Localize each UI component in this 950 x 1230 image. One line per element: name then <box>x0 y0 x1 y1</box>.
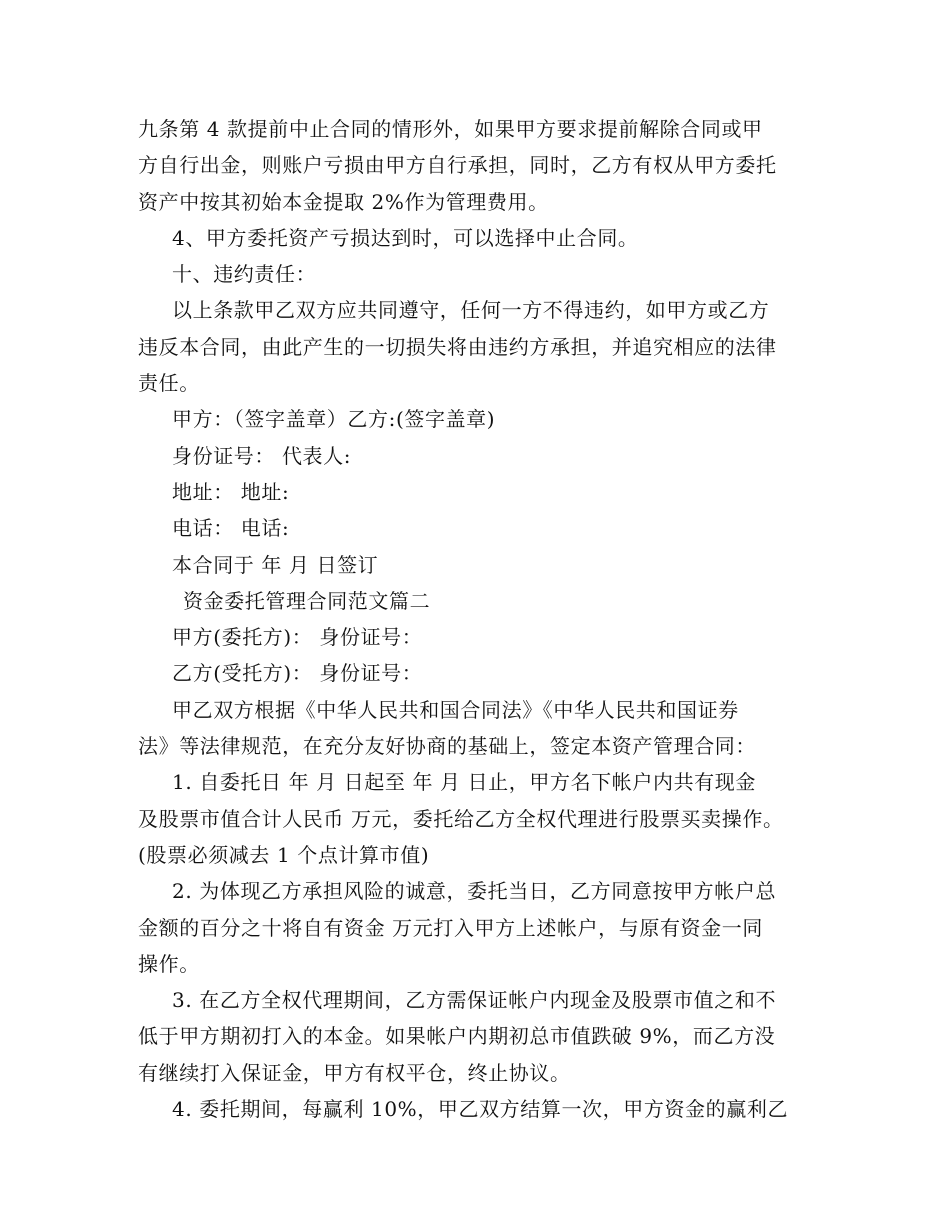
text-line: 甲乙双方根据《中华人民共和国合同法》《中华人民共和国证券 <box>172 697 739 722</box>
text-line: 九条第 4 款提前中止合同的情形外，如果甲方要求提前解除合同或甲 <box>138 117 763 141</box>
clause-4: 4. 委托期间，每赢利 10%，甲乙双方结算一次，甲方资金的赢利乙 <box>172 1097 789 1122</box>
text-line: 低于甲方期初打入的本金。如果帐户内期初总市值跌破 9%，而乙方没 <box>138 1024 776 1049</box>
party-a-line: 甲方(委托方)： 身份证号： <box>172 625 423 650</box>
text-line: 责任。 <box>138 371 200 396</box>
text-line: 资产中按其初始本金提取 2%作为管理费用。 <box>138 189 549 214</box>
date-line: 本合同于 年 月 日签订 <box>172 552 379 577</box>
text-line: 方自行出金，则账户亏损由甲方自行承担，同时，乙方有权从甲方委托 <box>138 153 777 178</box>
address-line: 地址： 地址: <box>172 479 290 504</box>
clause-3: 3. 在乙方全权代理期间，乙方需保证帐户内现金及股票市值之和不 <box>172 988 777 1013</box>
contract-text <box>138 111 828 1127</box>
clause-1: 1. 自委托日 年 月 日起至 年 月 日止，甲方名下帐户内共有现金 <box>172 770 756 795</box>
text-line: 及股票市值合计人民币 万元，委托给乙方全权代理进行股票买卖操作。 <box>138 806 784 831</box>
signature-line: 甲方：（签字盖章）乙方:(签字盖章) <box>172 407 496 432</box>
phone-line: 电话： 电话: <box>172 516 290 541</box>
document-subtitle: 资金委托管理合同范文篇二 <box>183 588 431 613</box>
text-line: 以上条款甲乙双方应共同遵守，任何一方不得违约，如甲方或乙方 <box>172 298 770 323</box>
text-line: 4、甲方委托资产亏损达到时，可以选择中止合同。 <box>172 225 639 250</box>
section-heading: 十、违约责任： <box>172 262 317 287</box>
clause-2: 2. 为体现乙方承担风险的诚意，委托当日，乙方同意按甲方帐户总 <box>172 879 777 904</box>
text-line: (股票必须减去 1 个点计算市值) <box>138 842 430 867</box>
text-line: 违反本合同，由此产生的一切损失将由违约方承担，并追究相应的法律 <box>138 334 777 359</box>
text-line: 操作。 <box>138 951 200 976</box>
text-line: 有继续打入保证金，甲方有权平仓，终止协议。 <box>138 1060 571 1085</box>
id-line: 身份证号： 代表人: <box>172 443 352 468</box>
party-b-line: 乙方(受托方)： 身份证号： <box>172 661 423 686</box>
text-line: 法》等法律规范，在充分友好协商的基础上，签定本资产管理合同： <box>138 734 756 759</box>
text-line: 金额的百分之十将自有资金 万元打入甲方上述帐户，与原有资金一同 <box>138 915 763 940</box>
